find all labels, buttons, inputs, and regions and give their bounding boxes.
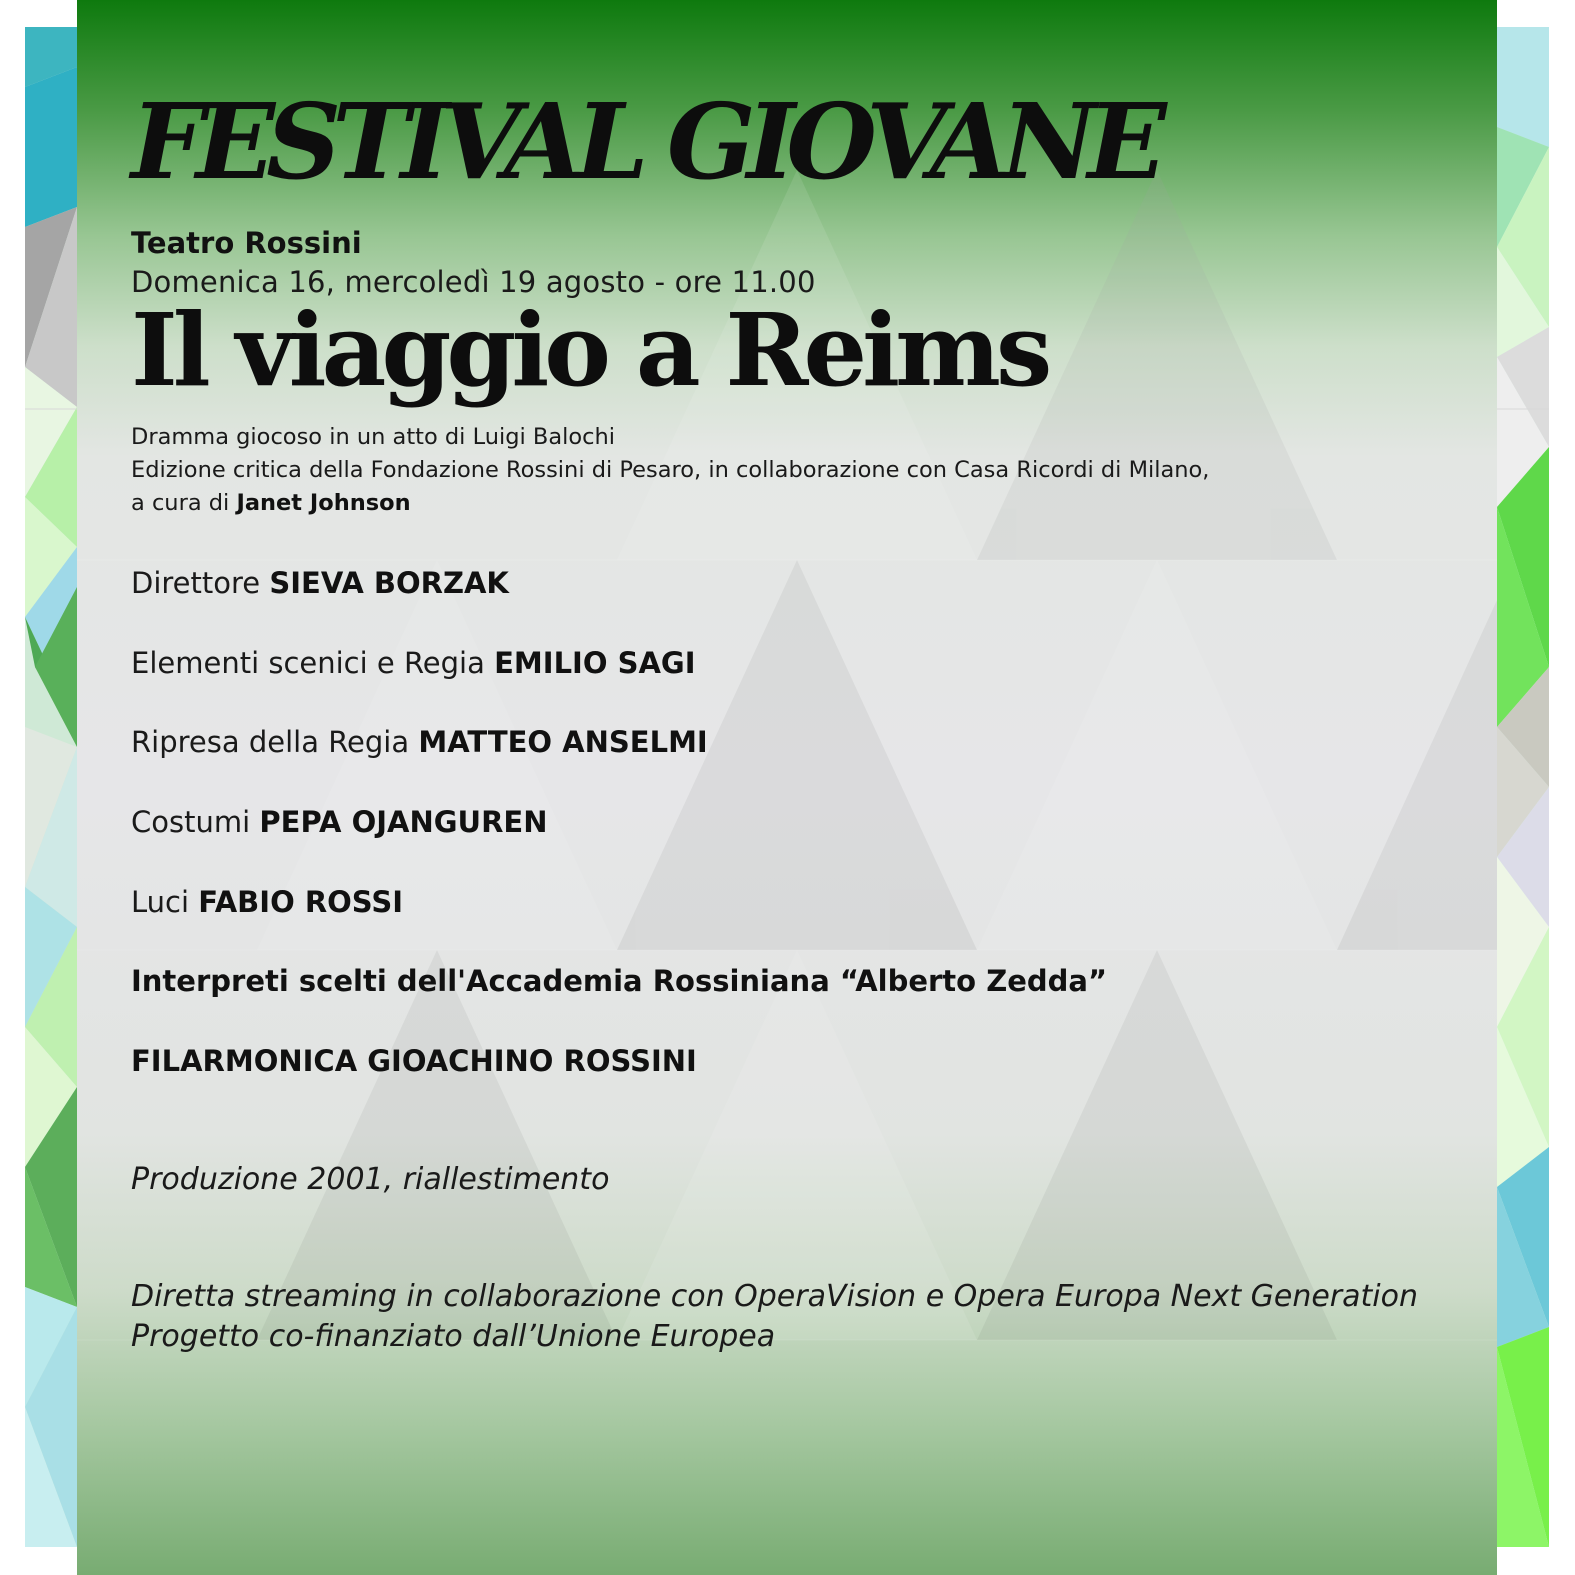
opera-subtitle: Dramma giocoso in un atto di Luigi Balochi	[131, 424, 616, 450]
streaming-note: Diretta streaming in collaborazione con OperaVision e Opera Europa Next Generation	[131, 1279, 1418, 1314]
curator-line	[131, 490, 411, 516]
credit-director	[131, 646, 696, 680]
performance-dates: Domenica 16, mercoledì 19 agosto - ore 11.00	[131, 265, 816, 299]
venue-label: Teatro Rossini	[131, 226, 362, 260]
credit-name: FABIO ROSSI	[198, 885, 404, 919]
right-decoration-strip	[1497, 27, 1549, 1547]
performers-line: Interpreti scelti dell'Accademia Rossiniana “Alberto Zedda”	[131, 964, 1108, 998]
credit-name: SIEVA BORZAK	[269, 566, 509, 600]
opera-title: Il viaggio a Reims	[131, 291, 1048, 409]
credit-role: Direttore	[131, 566, 270, 600]
credit-conductor	[131, 566, 509, 600]
poster-panel	[77, 0, 1497, 1575]
credit-role: Elementi scenici e Regia	[131, 646, 495, 680]
credit-revival-director	[131, 725, 708, 759]
right-triangle-pattern	[1497, 27, 1549, 1547]
critical-edition-note: Edizione critica della Fondazione Rossini di Pesaro, in collaborazione con Casa Ricordi di Milano,	[131, 457, 1210, 483]
credit-lighting	[131, 885, 403, 919]
credit-role: Costumi	[131, 805, 260, 839]
left-decoration-strip	[25, 27, 77, 1547]
credit-name: MATTEO ANSELMI	[418, 725, 708, 759]
curator-name: Janet Johnson	[236, 490, 411, 516]
left-triangle-pattern	[25, 27, 77, 1547]
credit-role: Ripresa della Regia	[131, 725, 419, 759]
orchestra-line: FILARMONICA GIOACHINO ROSSINI	[131, 1044, 697, 1078]
credit-role: Luci	[131, 885, 199, 919]
production-note: Produzione 2001, riallestimento	[131, 1162, 610, 1197]
credit-costumes	[131, 805, 548, 839]
funding-note: Progetto co-finanziato dall’Unione Europea	[131, 1319, 776, 1354]
credit-name: EMILIO SAGI	[494, 646, 696, 680]
festival-title: FESTIVAL GIOVANE	[131, 80, 1158, 203]
credit-name: PEPA OJANGUREN	[259, 805, 548, 839]
curator-prefix: a cura di	[131, 490, 237, 516]
